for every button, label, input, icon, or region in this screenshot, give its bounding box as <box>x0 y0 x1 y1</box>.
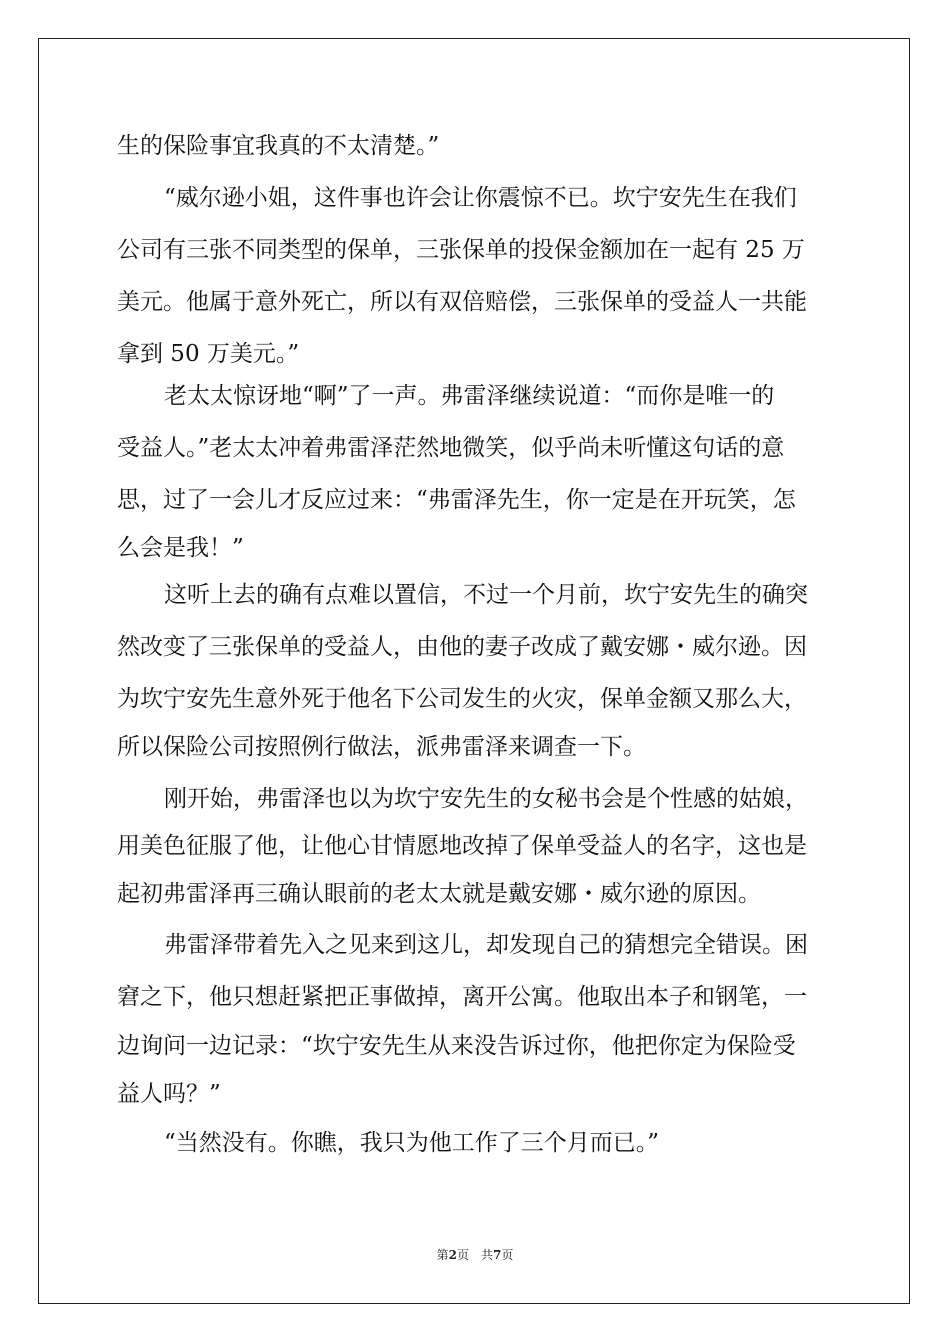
text-line: 么会是我！” <box>117 535 244 561</box>
text-line: 受益人。”老太太冲着弗雷泽茫然地微笑，似乎尚未听懂这句话的意 <box>117 435 785 461</box>
text-line: 益人吗？” <box>117 1081 221 1107</box>
text-line: 用美色征服了他，让他心甘情愿地改掉了保单受益人的名字，这也是 <box>117 833 807 859</box>
page-footer <box>0 1246 950 1263</box>
page-border <box>38 38 910 1304</box>
current-page-number: 2 <box>448 1248 457 1262</box>
text-line: 刚开始，弗雷泽也以为坎宁安先生的女秘书会是个性感的姑娘， <box>164 786 808 812</box>
text-line: 所以保险公司按照例行做法，派弗雷泽来调查一下。 <box>117 734 646 760</box>
text-line: 然改变了三张保单的受益人，由他的妻子改成了戴安娜・威尔逊。因 <box>117 634 807 660</box>
text-line: 生的保险事宜我真的不太清楚。” <box>117 133 440 159</box>
footer-prefix: 第 <box>436 1248 449 1262</box>
text-line: 思，过了一会儿才反应过来：“弗雷泽先生，你一定是在开玩笑，怎 <box>117 487 796 513</box>
footer-mid: 页 共 <box>456 1248 493 1262</box>
text-line: 窘之下，他只想赶紧把正事做掉，离开公寓。他取出本子和钢笔，一 <box>117 984 807 1010</box>
text-line: “当然没有。你瞧，我只为他工作了三个月而已。” <box>164 1130 660 1156</box>
text-line: 起初弗雷泽再三确认眼前的老太太就是戴安娜・威尔逊的原因。 <box>117 881 761 907</box>
text-line: 老太太惊讶地“啊”了一声。弗雷泽继续说道：“而你是唯一的 <box>164 383 775 409</box>
text-line: 为坎宁安先生意外死于他名下公司发生的火灾，保单金额又那么大， <box>117 686 807 712</box>
text-line: 弗雷泽带着先入之见来到这儿，却发现自己的猜想完全错误。困 <box>164 932 808 958</box>
text-line: 美元。他属于意外死亡，所以有双倍赔偿，三张保单的受益人一共能 <box>117 289 807 315</box>
text-line: 公司有三张不同类型的保单，三张保单的投保金额加在一起有 25 万 <box>117 237 805 263</box>
total-page-count: 7 <box>493 1248 502 1262</box>
text-line: “威尔逊小姐，这件事也许会让你震惊不已。坎宁安先生在我们 <box>164 185 797 211</box>
text-line: 拿到 50 万美元。” <box>117 341 300 367</box>
text-line: 这听上去的确有点难以置信，不过一个月前，坎宁安先生的确突 <box>164 582 808 608</box>
text-line: 边询问一边记录：“坎宁安先生从来没告诉过你，他把你定为保险受 <box>117 1033 796 1059</box>
footer-suffix: 页 <box>501 1248 514 1262</box>
